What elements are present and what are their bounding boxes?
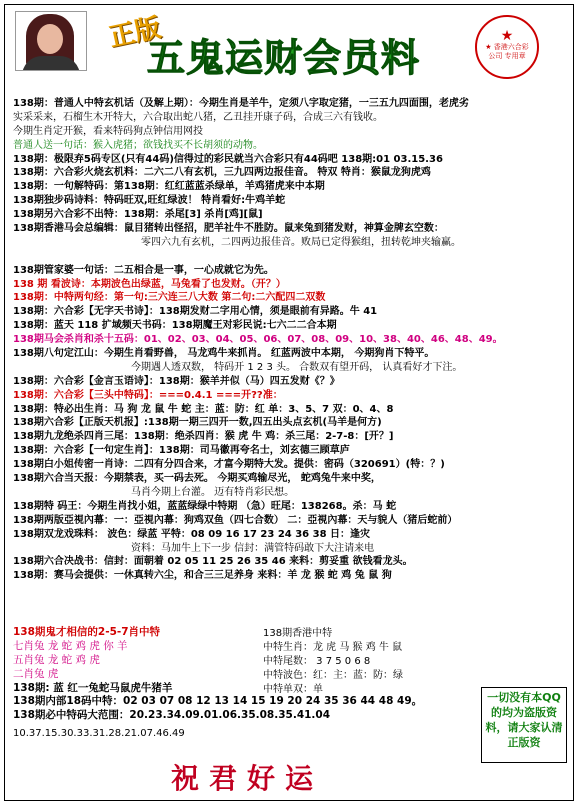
notice-box: 一切没有本QQ的均为盗版资料，请大家认清正版资 — [481, 687, 567, 763]
content-line: 138期：极限弃5码专区(只有44码)信得过的彩民就当六合彩只有44码吧 138期:01 03.15.36 — [13, 153, 443, 165]
content-line: 138期：六合彩【三头中特码】：===0.4.1 ===开??准： — [13, 389, 283, 401]
content-line: 138期六合决战书：信封：面朝着 02 05 11 25 26 35 46 来料：剪妥重 欲钱看龙头。 — [13, 556, 413, 568]
page-title: 五鬼运财会员料 — [147, 36, 421, 80]
avatar — [15, 11, 87, 71]
bottom-right-line: 中特波色：红：主：蓝：防：绿 — [263, 669, 403, 681]
content-line: 138期管家婆一句话：二五相合是一事，一心成就它为先。 — [13, 264, 274, 276]
content-line: 138期另六合彩不出特：138期：杀尾[3] 杀肖[鸡][鼠] — [13, 209, 263, 221]
bottom-left-line: 138期必中特码大范围：20.23.34.09.01.06.35.08.35.41.04 — [13, 709, 331, 722]
bottom-left-line: 138期: 蓝 红一兔蛇马鼠虎牛猪羊 — [13, 681, 173, 694]
content-line: 138期：一句解特码：第138期：红红蓝蓝杀绿单，羊鸡猪虎来中本期 — [13, 181, 325, 193]
content-line — [13, 250, 565, 264]
content-line: 138期：赛马会提供：一休真转六尘，和合三三足养身 来料：羊 龙 猴 蛇 鸡 兔 鼠 狗 — [13, 570, 392, 582]
bottom-left-line: 138期内部18码中特：02 03 07 08 12 13 14 15 19 20 24 35 36 44 48 49。 — [13, 695, 423, 708]
content-line: 138期：特必出生肖：马 狗 龙 鼠 牛 蛇 主：蓝：防：红 单：3、5、7 双：0、4、8 — [13, 403, 394, 415]
zheng-stamp: 正版 — [106, 12, 164, 54]
content-line: 138期双龙戏珠料： 波色：绿蓝 平特：08 09 16 17 23 24 36 38 日：逢灾 — [13, 528, 371, 540]
content-line: 138期：六合彩火烧玄机料：二六二八有玄机，三九四两边报佳音。 特双 特肖：猴鼠龙狗虎鸡 — [13, 167, 431, 179]
content-line: 138期：六合彩【金言玉语诗】：138期：猴羊并似（马）四五发财《？》 — [13, 375, 340, 387]
content-line: 今期遇人透双数， 特码开 1 2 3 头。 合数双有望开码， 认真看好才下注。 — [131, 361, 463, 373]
content-line: 零四六九有玄机，二四两边报佳音。败局已定得猴组，扭转乾坤夹输赢。 — [141, 236, 461, 248]
content-line: 138期：六合彩【一句定生肖】：138期：司马徽再夸名士，刘玄德三顾草庐 — [13, 445, 350, 457]
content-line: 138期独步码诗料：特码旺双,旺红绿波！ 特肖看好:牛鸡羊蛇 — [13, 195, 286, 207]
content-line: 138期：中特两句经：第一句:三六连三八大数 第二句:二六配四二双数 — [13, 292, 326, 304]
main-content — [13, 97, 565, 583]
page — [4, 4, 574, 801]
seal-text: ★ 香港六合彩公司 专用章 — [485, 43, 529, 60]
bottom-right-line: 中特单双：单 — [263, 683, 323, 695]
bottom-left-line: 二肖兔 虎 — [13, 667, 59, 680]
content-line: 138期六合彩【正版天机报】:138期一期三四开一数,四五出头点玄机(马羊是何方) — [13, 417, 382, 429]
content-line: 138期白小姐传密一肖诗：二四有分四合来，才富今期特大发。提供：密码（320691）(特：？) — [13, 459, 445, 471]
content-line: 138期九龙绝杀四肖三尾：138期：绝杀四肖：猴 虎 牛 鸡：杀三尾：2-7-8：[开？] — [13, 431, 394, 443]
company-seal — [475, 15, 539, 79]
content-line: 138期八句定江山：今期生肖看野兽， 马龙鸡牛来抓肖。 红蓝两波中本期， 今期狗肖下特平。 — [13, 348, 435, 360]
bottom-right-line: 138期香港中特 — [263, 628, 333, 639]
content-line: 马肖今期上台灌。 迈有特肖彩民想。 — [131, 486, 295, 498]
bottom-right-line: 中特尾数： 3 7 5 0 6 8 — [263, 655, 371, 667]
content-line: 资料：马加牛上下一步 信封：满管特码敢下大注请来电 — [131, 542, 375, 554]
bottom-right-line: 中特生肖：龙 虎 马 猴 鸡 牛 鼠 — [263, 641, 403, 653]
bottom-left-line: 七肖兔 龙 蛇 鸡 虎 你 羊 — [13, 639, 128, 652]
content-line: 138期两版亞視內幕：一：亞視內幕：狗鸡双鱼（四七合数） 二：亞視內幕：天与貌人（猪后蛇前） — [13, 514, 458, 526]
content-line: 138期六合当天报：今期禁表，买一码去死。 今期买鸡输尽光， 蛇鸡兔牛来中奖， — [13, 473, 381, 485]
content-line: 实采采来，石榴生木开特大，六合取出蛇八猪，乙丑挂开康子码，合成三六有钱收。 — [13, 111, 383, 123]
star-icon: ★ — [500, 28, 514, 44]
content-line: 138 期 看波诗：本期波色出绿蓝，马兔看了也发财。（开？） — [13, 278, 286, 290]
content-line: 138期：蓝天 118 扩域频天书码：138期魔王对彩民说:七六二二合本期 — [13, 320, 337, 332]
bottom-right — [263, 627, 463, 696]
content-line: 138期：普通人中特玄机话（及解上期）：今期生肖是羊牛，定须八字取定猪，一三五九四面围，老虎劣 — [13, 98, 469, 109]
bottom-left-line: 138期鬼才相信的2-5-7肖中特 — [13, 626, 161, 638]
content-line: 138期特 码王：今期生肖找小姐，蓝蓝绿绿中特期 （急）旺尾：138268。杀：马 蛇 — [13, 500, 397, 512]
header — [5, 5, 573, 97]
tail-numbers: 10.37.15.30.33.31.28.21.07.46.49 — [13, 728, 185, 739]
content-line: 普通人送一句话：猴入虎猪；欲钱找买不长胡须的动物。 — [13, 139, 263, 151]
content-line: 今期生肖定开猴，看来特码狗点钟信用网投 — [13, 125, 203, 137]
content-line: 138期马会杀肖和杀十五码：01、02、03、04、05、06、07、08、09、10、38、40、46、48、49。 — [13, 334, 503, 346]
content-line: 138期：六合彩【无字天书诗】：138期发财二字用心情，须是眼前有异路。牛 41 — [13, 306, 378, 318]
bottom-left-line: 五肖兔 龙 蛇 鸡 虎 — [13, 653, 100, 666]
content-line: 138期香港马会总编辑：鼠目猪转出怪招，肥羊社牛不胜防。鼠来兔到猪发财，神算金牌玄空数： — [13, 223, 444, 235]
footer-slogan: 祝君好运 — [171, 762, 324, 795]
